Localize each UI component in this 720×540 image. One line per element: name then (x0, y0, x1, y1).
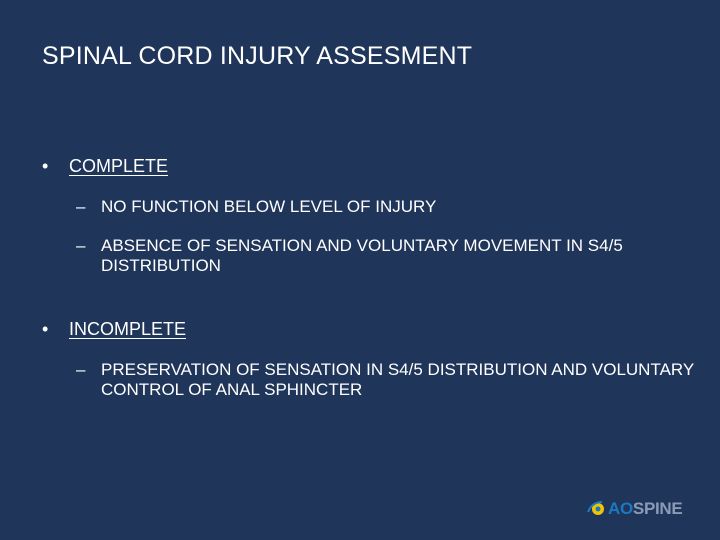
sub-item-text: PRESERVATION OF SENSATION IN S4/5 DISTRIBUTION AND VOLUNTARY CONTROL OF ANAL SPHINCTER (101, 360, 694, 399)
sub-dash: – (76, 197, 86, 216)
slide-title: SPINAL CORD INJURY ASSESMENT (42, 42, 473, 70)
sub-item-text: NO FUNCTION BELOW LEVEL OF INJURY (101, 197, 437, 216)
logo-wordmark (608, 499, 682, 519)
sub-item-text: ABSENCE OF SENSATION AND VOLUNTARY MOVEMENT IN S4/5 DISTRIBUTION (101, 236, 623, 275)
sub-dash: – (76, 360, 86, 379)
logo-spine: SPINE (632, 499, 683, 518)
bullet-dot: • (42, 156, 49, 176)
sub-dash: – (76, 236, 86, 255)
aospine-logo (586, 494, 682, 524)
bullet-incomplete (42, 319, 186, 340)
logo-mark-icon (586, 498, 608, 520)
bullet-dot: • (42, 319, 49, 339)
sub-item (76, 197, 701, 217)
bullet-label: COMPLETE (69, 156, 169, 176)
sub-item (76, 360, 701, 400)
bullet-label: INCOMPLETE (69, 319, 187, 339)
bullet-complete (42, 156, 168, 177)
logo-ao: AO (608, 499, 633, 518)
sub-item (76, 236, 701, 276)
